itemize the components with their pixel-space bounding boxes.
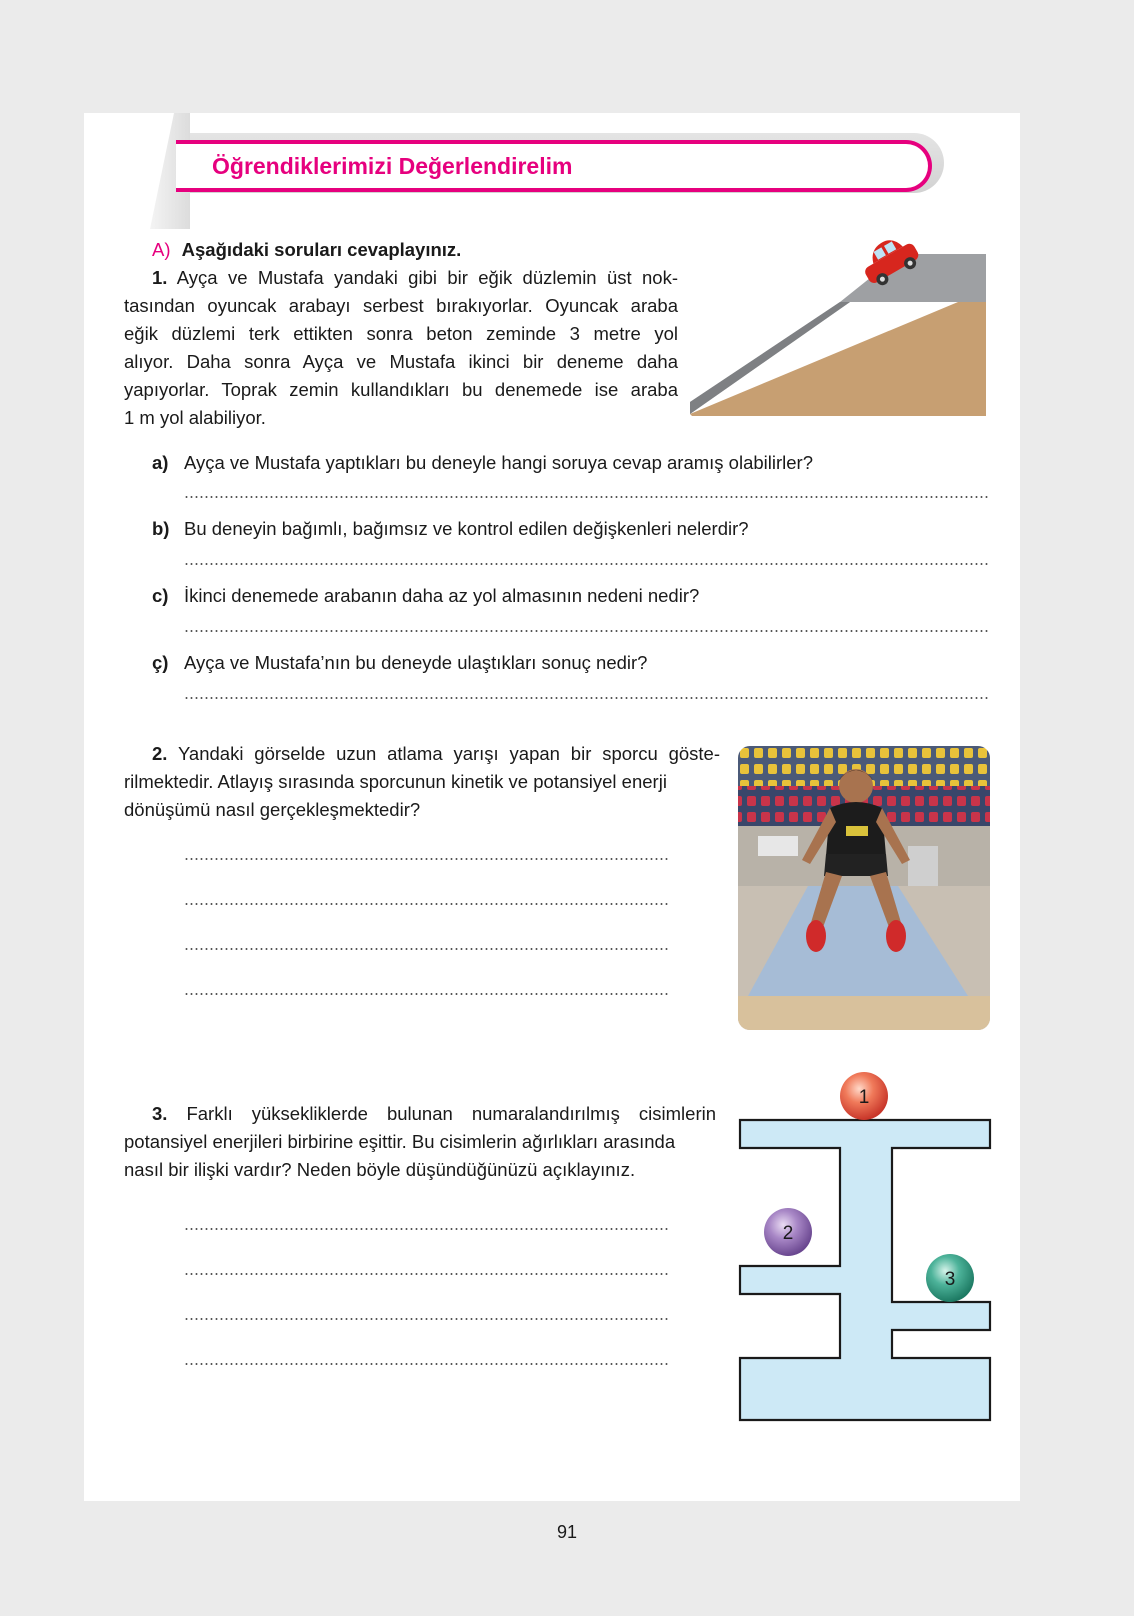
q1-number: 1. xyxy=(152,267,168,288)
q2-number: 2. xyxy=(152,743,168,764)
page-title: Öğrendiklerimizi Değerlendirelim xyxy=(212,153,573,179)
subq-b-label: b) xyxy=(152,518,170,539)
ball-2-label: 2 xyxy=(782,1223,794,1244)
section-a-heading xyxy=(152,236,461,264)
q2-text-1: Yandaki görselde uzun atlama yarışı yapan bir sporcu göste- xyxy=(177,743,720,764)
q1-subquestion-cc xyxy=(152,650,647,676)
answer-line[interactable] xyxy=(184,1273,669,1275)
q3-number: 3. xyxy=(152,1103,168,1124)
ball-2 xyxy=(764,1208,812,1256)
subq-c-text: İkinci denemede arabanın daha az yol almasının nedeni nedir? xyxy=(184,585,700,606)
section-a-letter: A) xyxy=(152,239,171,260)
q1-line-1 xyxy=(124,264,678,292)
q1-line-3: eğik düzlemi terk ettikten sonra beton zeminde 3 metre yol xyxy=(124,323,678,344)
ball-3-label: 3 xyxy=(944,1269,956,1290)
ball-3 xyxy=(926,1254,974,1302)
subq-a-label: a) xyxy=(152,452,169,473)
ball-1-label: 1 xyxy=(858,1087,870,1108)
answer-line[interactable] xyxy=(184,1228,669,1230)
subq-c-label: c) xyxy=(152,585,169,606)
q1-text-1: Ayça ve Mustafa yandaki gibi bir eğik düzlemin üst nok- xyxy=(176,267,678,288)
answer-line[interactable] xyxy=(184,1318,669,1320)
q2-line-3: dönüşümü nasıl gerçekleşmektedir? xyxy=(124,799,421,820)
subq-a-text: Ayça ve Mustafa yaptıkları bu deneyle hangi soruya cevap aramış olabilirler? xyxy=(184,452,813,473)
answer-line[interactable] xyxy=(184,563,990,565)
q1-line-5: yapıyorlar. Toprak zemin kullandıkları bu denemede ise araba xyxy=(124,379,678,400)
q3-line-1 xyxy=(124,1100,716,1128)
q2-line-1 xyxy=(124,740,720,768)
q1-line-2: tasından oyuncak arabayı serbest bırakıyorlar. Oyuncak araba xyxy=(124,295,678,316)
ball-1 xyxy=(840,1072,888,1120)
answer-line[interactable] xyxy=(184,948,669,950)
q1-subquestion-a xyxy=(152,450,813,476)
soil-block xyxy=(690,302,986,416)
answer-line[interactable] xyxy=(184,993,669,995)
q1-line-4: alıyor. Daha sonra Ayça ve Mustafa ikinci bir deneme daha xyxy=(124,351,678,372)
section-a-instruction: Aşağıdaki soruları cevaplayınız. xyxy=(181,239,462,260)
long-jump-photo xyxy=(738,746,990,1030)
answer-line[interactable] xyxy=(184,697,990,699)
ramp-illustration xyxy=(690,240,990,420)
answer-line[interactable] xyxy=(184,496,990,498)
answer-line[interactable] xyxy=(184,903,669,905)
q1-line-6: 1 m yol alabiliyor. xyxy=(124,407,266,428)
shelf-figure xyxy=(730,1068,1000,1428)
q3-line-3: nasıl bir ilişki vardır? Neden böyle düşündüğünüzü açıklayınız. xyxy=(124,1159,636,1180)
q2-line-2: rilmektedir. Atlayış sırasında sporcunun kinetik ve potansiyel enerji xyxy=(124,771,667,792)
answer-line[interactable] xyxy=(184,1363,669,1365)
q1-subquestion-c xyxy=(152,583,699,609)
answer-line[interactable] xyxy=(184,630,990,632)
subq-cc-text: Ayça ve Mustafa’nın bu deneyde ulaştıkları sonuç nedir? xyxy=(184,652,648,673)
answer-line[interactable] xyxy=(184,858,669,860)
page-number: 91 xyxy=(556,1522,578,1542)
q3-line-2: potansiyel enerjileri birbirine eşittir. Bu cisimlerin ağırlıkları arasında xyxy=(124,1131,676,1152)
q3-text-1: Farklı yüksekliklerde bulunan numaralandırılmış cisimlerin xyxy=(186,1103,716,1124)
subq-cc-label: ç) xyxy=(152,652,169,673)
subq-b-text: Bu deneyin bağımlı, bağımsız ve kontrol edilen değişkenleri nelerdir? xyxy=(184,518,749,539)
q1-subquestion-b xyxy=(152,516,749,542)
